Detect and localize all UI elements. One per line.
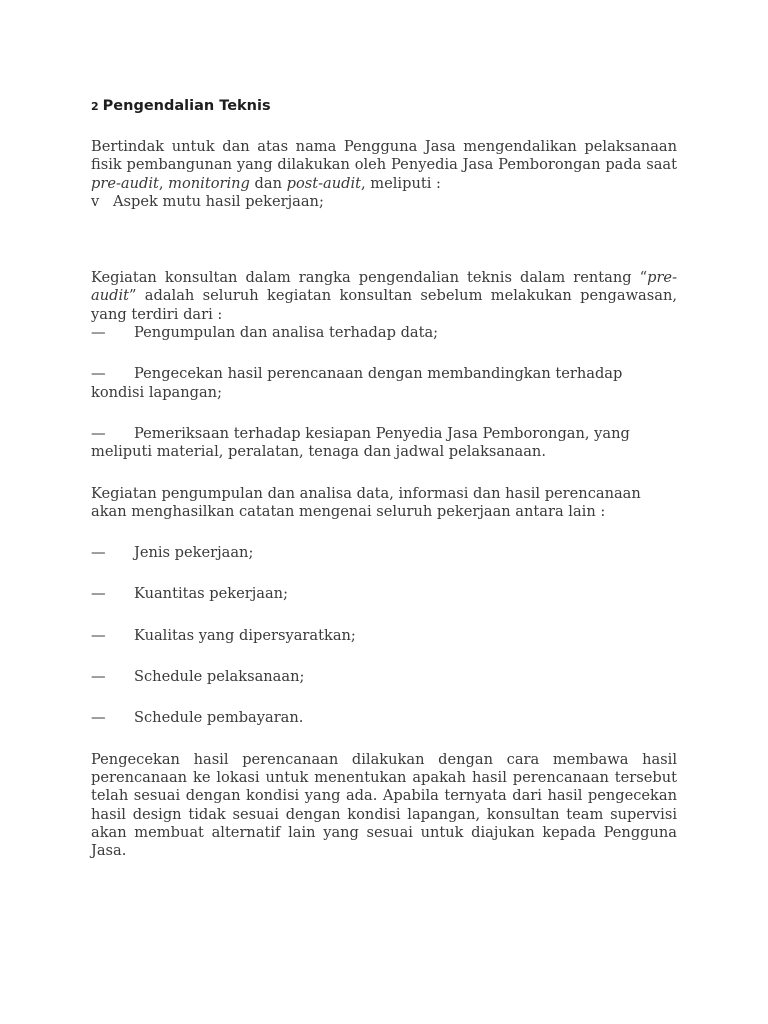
intro-text-2: ,: [158, 174, 169, 192]
list-item-text: Pemeriksaan terhadap kesiapan Penyedia Jasa Pemborongan, yang meliputi material, peralatan, tenaga dan jadwal pelaksanaan.: [91, 424, 630, 461]
list-item: [91, 627, 677, 645]
pre-audit-text-1: Kegiatan konsultan dalam rangka pengendalian teknis dalam rentang “: [91, 269, 648, 287]
intro-em-monitoring: monitoring: [168, 174, 250, 192]
list-item-text: Pengumpulan dan analisa terhadap data;: [134, 324, 439, 342]
list-item: [91, 365, 677, 402]
intro-em-pre-audit: pre-audit: [91, 174, 159, 192]
list-item-text: Pengecekan hasil perencanaan dengan membandingkan terhadap kondisi lapangan;: [91, 365, 623, 401]
dash-bullet: —: [91, 709, 106, 727]
list-item-text: Kuantitas pekerjaan;: [134, 585, 288, 603]
dash-bullet: —: [91, 324, 106, 342]
dash-bullet: —: [91, 626, 106, 644]
list-item: [91, 585, 677, 603]
list-item-text: Schedule pembayaran.: [134, 709, 304, 727]
v-list-item: [91, 193, 677, 211]
intro-text-4: , meliputi :: [361, 174, 441, 192]
list-item: [91, 324, 677, 342]
pre-audit-text-2: ” adalah seluruh kegiatan konsultan sebelum melakukan pengawasan, yang terdiri dari :: [91, 287, 677, 323]
list-item: [91, 709, 677, 727]
section-title: Pengendalian Teknis: [102, 98, 271, 114]
intro-em-post-audit: post-audit: [286, 174, 362, 192]
list-item: [91, 668, 677, 686]
section-number: 2: [91, 100, 99, 113]
pre-audit-em: pre-audit: [91, 269, 677, 305]
summary-paragraph: Kegiatan pengumpulan dan analisa data, informasi dan hasil perencanaan akan menghasilkan catatan mengenai seluruh pekerjaan antara lain :: [91, 484, 641, 520]
v-item-text: Aspek mutu hasil pekerjaan;: [113, 192, 324, 210]
intro-text-1: Bertindak untuk dan atas nama Pengguna Jasa mengendalikan pelaksanaan fisik pembangunan yang dilakukan oleh Penyedia Jasa Pemborongan pada saat: [91, 138, 677, 174]
document-body: [91, 96, 677, 860]
v-bullet: v: [91, 192, 100, 210]
dash-bullet: —: [91, 424, 106, 442]
list-item: [91, 425, 677, 462]
dash-bullet: —: [91, 585, 106, 603]
section-heading: [91, 96, 677, 117]
closing-paragraph: Pengecekan hasil perencanaan dilakukan dengan cara membawa hasil perencanaan ke lokasi untuk menentukan apakah hasil perencanaan tersebut telah sesuai dengan kondisi yang ada. Apabila ternyata dari hasil pengecekan hasil design tidak sesuai dengan kondisi lapangan, konsultan team supervisi akan membuat alternatif lain yang sesuai untuk diajukan kepada Pengguna Jasa.: [91, 750, 677, 860]
dash-bullet: —: [91, 544, 106, 562]
intro-text-3: dan: [249, 174, 287, 192]
dash-bullet: —: [91, 668, 106, 686]
list-item-text: Schedule pelaksanaan;: [134, 668, 305, 686]
pre-audit-paragraph: [91, 269, 677, 324]
list-item-text: Kualitas yang dipersyaratkan;: [134, 626, 356, 644]
list-item: [91, 544, 677, 562]
dash-bullet: —: [91, 365, 106, 383]
intro-paragraph: [91, 138, 677, 193]
list-item-text: Jenis pekerjaan;: [134, 544, 254, 562]
